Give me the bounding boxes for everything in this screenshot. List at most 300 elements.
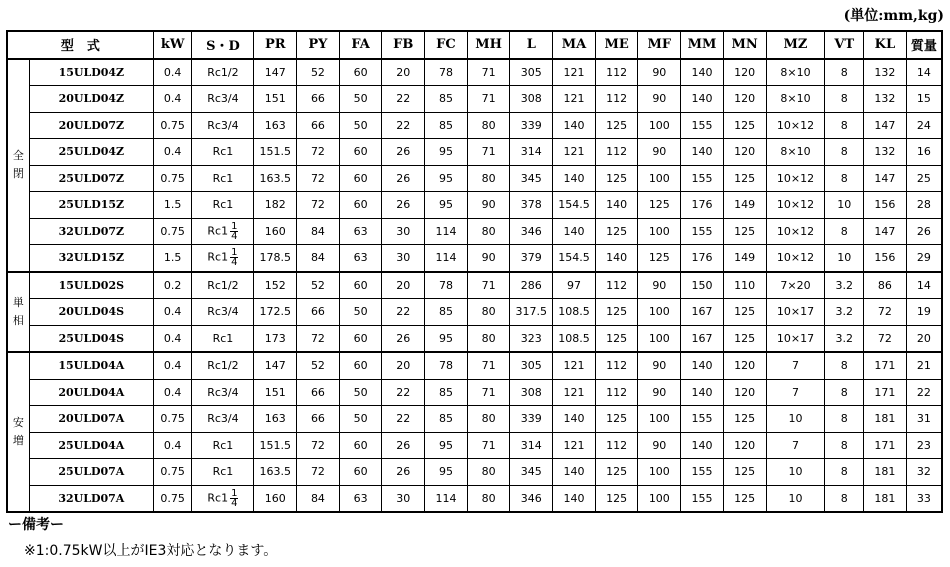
fraction-numerator: 1	[231, 247, 238, 259]
value-cell: 80	[467, 112, 510, 139]
value-cell: 80	[467, 485, 510, 512]
table-row	[7, 459, 942, 486]
column-header: MH	[467, 31, 510, 59]
sd-cell	[192, 245, 254, 272]
value-cell: 84	[297, 218, 340, 245]
kw-cell: 0.4	[153, 59, 192, 86]
value-cell: 132	[864, 59, 907, 86]
value-cell: 151.5	[254, 139, 297, 166]
value-cell: 125	[595, 459, 638, 486]
value-cell: 125	[638, 245, 681, 272]
column-header: kW	[153, 31, 192, 59]
value-cell: 114	[425, 245, 468, 272]
value-cell: 72	[297, 139, 340, 166]
value-cell: 176	[681, 245, 724, 272]
sd-cell: Rc1/2	[192, 59, 254, 86]
value-cell: 155	[681, 459, 724, 486]
value-cell: 8	[825, 59, 864, 86]
value-cell: 23	[906, 432, 942, 459]
value-cell: 121	[553, 86, 596, 113]
value-cell: 156	[864, 192, 907, 219]
value-cell: 108.5	[553, 299, 596, 326]
value-cell: 60	[339, 272, 382, 299]
value-cell: 30	[382, 245, 425, 272]
model-cell: 25ULD07Z	[29, 165, 153, 192]
sd-cell: Rc1	[192, 432, 254, 459]
value-cell: 85	[425, 86, 468, 113]
value-cell: 66	[297, 379, 340, 406]
table-row	[7, 59, 942, 86]
value-cell: 90	[638, 59, 681, 86]
value-cell: 80	[467, 218, 510, 245]
value-cell: 60	[339, 165, 382, 192]
value-cell: 156	[864, 245, 907, 272]
value-cell: 112	[595, 272, 638, 299]
value-cell: 90	[638, 272, 681, 299]
column-header: MM	[681, 31, 724, 59]
value-cell: 72	[297, 432, 340, 459]
value-cell: 8	[825, 432, 864, 459]
value-cell: 100	[638, 165, 681, 192]
group-label	[7, 59, 29, 272]
value-cell: 95	[425, 432, 468, 459]
value-cell: 140	[681, 379, 724, 406]
value-cell: 121	[553, 432, 596, 459]
value-cell: 125	[595, 165, 638, 192]
value-cell: 155	[681, 165, 724, 192]
fraction	[230, 222, 238, 241]
value-cell: 66	[297, 299, 340, 326]
table-row	[7, 165, 942, 192]
sd-cell: Rc1	[192, 459, 254, 486]
value-cell: 346	[510, 218, 553, 245]
column-header: FC	[425, 31, 468, 59]
table-row	[7, 86, 942, 113]
kw-cell: 0.75	[153, 218, 192, 245]
group-label-char: 増	[12, 434, 24, 447]
value-cell: 100	[638, 406, 681, 433]
value-cell: 22	[906, 379, 942, 406]
value-cell: 125	[595, 218, 638, 245]
model-cell: 20ULD04S	[29, 299, 153, 326]
sd-text: Rc1	[207, 224, 229, 238]
value-cell: 10×17	[766, 325, 825, 352]
value-cell: 26	[382, 165, 425, 192]
value-cell: 149	[723, 192, 766, 219]
value-cell: 182	[254, 192, 297, 219]
value-cell: 10×12	[766, 192, 825, 219]
value-cell: 50	[339, 406, 382, 433]
value-cell: 71	[467, 379, 510, 406]
value-cell: 10×12	[766, 218, 825, 245]
value-cell: 339	[510, 112, 553, 139]
model-cell: 32ULD15Z	[29, 245, 153, 272]
value-cell: 8×10	[766, 86, 825, 113]
value-cell: 108.5	[553, 325, 596, 352]
value-cell: 378	[510, 192, 553, 219]
value-cell: 10	[766, 406, 825, 433]
group-label-char: 閉	[12, 167, 24, 180]
value-cell: 167	[681, 325, 724, 352]
table-row	[7, 272, 942, 299]
value-cell: 100	[638, 218, 681, 245]
sd-text: Rc1	[207, 250, 229, 264]
value-cell: 147	[254, 352, 297, 379]
value-cell: 7×20	[766, 272, 825, 299]
value-cell: 72	[297, 165, 340, 192]
value-cell: 305	[510, 59, 553, 86]
value-cell: 60	[339, 352, 382, 379]
value-cell: 72	[297, 192, 340, 219]
spec-table	[6, 30, 943, 513]
value-cell: 317.5	[510, 299, 553, 326]
value-cell: 121	[553, 139, 596, 166]
kw-cell: 0.4	[153, 352, 192, 379]
value-cell: 379	[510, 245, 553, 272]
value-cell: 20	[382, 352, 425, 379]
value-cell: 171	[864, 432, 907, 459]
value-cell: 80	[467, 459, 510, 486]
value-cell: 147	[864, 218, 907, 245]
value-cell: 20	[382, 59, 425, 86]
kw-cell: 0.4	[153, 379, 192, 406]
value-cell: 163	[254, 406, 297, 433]
value-cell: 71	[467, 59, 510, 86]
value-cell: 125	[723, 218, 766, 245]
value-cell: 140	[681, 352, 724, 379]
value-cell: 10×17	[766, 299, 825, 326]
value-cell: 26	[382, 192, 425, 219]
column-header: MZ	[766, 31, 825, 59]
value-cell: 60	[339, 59, 382, 86]
value-cell: 63	[339, 245, 382, 272]
sd-cell: Rc1/2	[192, 272, 254, 299]
value-cell: 15	[906, 86, 942, 113]
value-cell: 100	[638, 485, 681, 512]
table-row	[7, 432, 942, 459]
value-cell: 78	[425, 59, 468, 86]
fraction-numerator: 1	[231, 220, 238, 232]
value-cell: 305	[510, 352, 553, 379]
value-cell: 8	[825, 218, 864, 245]
fraction	[230, 248, 238, 267]
value-cell: 163	[254, 112, 297, 139]
value-cell: 14	[906, 272, 942, 299]
value-cell: 173	[254, 325, 297, 352]
value-cell: 155	[681, 406, 724, 433]
sd-cell: Rc1	[192, 192, 254, 219]
value-cell: 140	[681, 86, 724, 113]
value-cell: 178.5	[254, 245, 297, 272]
value-cell: 33	[906, 485, 942, 512]
table-body	[7, 59, 942, 513]
value-cell: 97	[553, 272, 596, 299]
value-cell: 20	[382, 272, 425, 299]
group-label-char: 相	[12, 313, 24, 327]
sd-cell: Rc3/4	[192, 379, 254, 406]
value-cell: 140	[595, 245, 638, 272]
value-cell: 100	[638, 112, 681, 139]
sd-cell: Rc1	[192, 139, 254, 166]
sd-cell: Rc1	[192, 325, 254, 352]
model-cell: 20ULD04A	[29, 379, 153, 406]
value-cell: 8	[825, 86, 864, 113]
value-cell: 80	[467, 406, 510, 433]
value-cell: 26	[382, 325, 425, 352]
value-cell: 80	[467, 299, 510, 326]
value-cell: 10	[825, 245, 864, 272]
value-cell: 90	[467, 192, 510, 219]
value-cell: 10×12	[766, 112, 825, 139]
value-cell: 140	[553, 218, 596, 245]
value-cell: 28	[906, 192, 942, 219]
value-cell: 125	[723, 325, 766, 352]
value-cell: 72	[297, 459, 340, 486]
value-cell: 30	[382, 218, 425, 245]
value-cell: 100	[638, 325, 681, 352]
value-cell: 314	[510, 139, 553, 166]
value-cell: 112	[595, 432, 638, 459]
value-cell: 8	[825, 485, 864, 512]
value-cell: 16	[906, 139, 942, 166]
value-cell: 8	[825, 459, 864, 486]
value-cell: 125	[595, 325, 638, 352]
value-cell: 22	[382, 379, 425, 406]
value-cell: 314	[510, 432, 553, 459]
value-cell: 120	[723, 379, 766, 406]
value-cell: 100	[638, 299, 681, 326]
value-cell: 125	[723, 299, 766, 326]
value-cell: 172.5	[254, 299, 297, 326]
value-cell: 132	[864, 139, 907, 166]
sd-cell: Rc3/4	[192, 112, 254, 139]
value-cell: 86	[864, 272, 907, 299]
value-cell: 7	[766, 379, 825, 406]
table-row	[7, 245, 942, 272]
kw-cell: 1.5	[153, 192, 192, 219]
value-cell: 24	[906, 112, 942, 139]
value-cell: 121	[553, 352, 596, 379]
kw-cell: 0.4	[153, 432, 192, 459]
value-cell: 3.2	[825, 299, 864, 326]
model-cell: 15ULD04A	[29, 352, 153, 379]
column-header: KL	[864, 31, 907, 59]
value-cell: 125	[595, 406, 638, 433]
value-cell: 154.5	[553, 245, 596, 272]
column-header: PY	[297, 31, 340, 59]
value-cell: 78	[425, 272, 468, 299]
table-row	[7, 299, 942, 326]
value-cell: 90	[638, 139, 681, 166]
value-cell: 90	[638, 86, 681, 113]
value-cell: 112	[595, 59, 638, 86]
value-cell: 149	[723, 245, 766, 272]
value-cell: 63	[339, 485, 382, 512]
value-cell: 125	[723, 112, 766, 139]
value-cell: 8	[825, 139, 864, 166]
table-row	[7, 139, 942, 166]
sd-cell: Rc3/4	[192, 299, 254, 326]
value-cell: 10	[766, 485, 825, 512]
value-cell: 121	[553, 379, 596, 406]
value-cell: 132	[864, 86, 907, 113]
sd-cell: Rc1/2	[192, 352, 254, 379]
value-cell: 95	[425, 192, 468, 219]
value-cell: 163.5	[254, 165, 297, 192]
value-cell: 71	[467, 272, 510, 299]
value-cell: 155	[681, 485, 724, 512]
value-cell: 125	[595, 485, 638, 512]
value-cell: 95	[425, 139, 468, 166]
value-cell: 26	[382, 432, 425, 459]
kw-cell: 0.2	[153, 272, 192, 299]
value-cell: 171	[864, 379, 907, 406]
sd-cell: Rc3/4	[192, 406, 254, 433]
value-cell: 60	[339, 432, 382, 459]
value-cell: 10×12	[766, 165, 825, 192]
value-cell: 100	[638, 459, 681, 486]
group-label	[7, 352, 29, 512]
value-cell: 171	[864, 352, 907, 379]
value-cell: 125	[723, 485, 766, 512]
value-cell: 22	[382, 112, 425, 139]
value-cell: 14	[906, 59, 942, 86]
model-cell: 15ULD04Z	[29, 59, 153, 86]
value-cell: 8×10	[766, 59, 825, 86]
value-cell: 140	[553, 165, 596, 192]
value-cell: 120	[723, 139, 766, 166]
value-cell: 26	[382, 459, 425, 486]
model-cell: 20ULD07Z	[29, 112, 153, 139]
value-cell: 8	[825, 406, 864, 433]
value-cell: 160	[254, 485, 297, 512]
value-cell: 151.5	[254, 432, 297, 459]
value-cell: 112	[595, 86, 638, 113]
value-cell: 120	[723, 86, 766, 113]
value-cell: 125	[723, 406, 766, 433]
value-cell: 8×10	[766, 139, 825, 166]
value-cell: 140	[553, 459, 596, 486]
value-cell: 140	[681, 59, 724, 86]
column-header: PR	[254, 31, 297, 59]
value-cell: 147	[864, 112, 907, 139]
value-cell: 147	[254, 59, 297, 86]
model-cell: 15ULD02S	[29, 272, 153, 299]
value-cell: 52	[297, 272, 340, 299]
value-cell: 112	[595, 379, 638, 406]
value-cell: 31	[906, 406, 942, 433]
value-cell: 21	[906, 352, 942, 379]
value-cell: 339	[510, 406, 553, 433]
column-header: ME	[595, 31, 638, 59]
value-cell: 26	[382, 139, 425, 166]
value-cell: 150	[681, 272, 724, 299]
value-cell: 90	[467, 245, 510, 272]
value-cell: 120	[723, 432, 766, 459]
value-cell: 147	[864, 165, 907, 192]
value-cell: 85	[425, 299, 468, 326]
value-cell: 71	[467, 86, 510, 113]
table-header	[7, 31, 942, 59]
model-cell: 32ULD07Z	[29, 218, 153, 245]
column-header: 質量	[906, 31, 942, 59]
value-cell: 121	[553, 59, 596, 86]
column-header: L	[510, 31, 553, 59]
value-cell: 125	[595, 112, 638, 139]
value-cell: 66	[297, 112, 340, 139]
group-label-char: 安	[12, 416, 24, 430]
value-cell: 80	[467, 325, 510, 352]
value-cell: 125	[723, 459, 766, 486]
column-header: VT	[825, 31, 864, 59]
value-cell: 345	[510, 459, 553, 486]
value-cell: 32	[906, 459, 942, 486]
value-cell: 66	[297, 86, 340, 113]
fraction-numerator: 1	[231, 487, 238, 499]
kw-cell: 1.5	[153, 245, 192, 272]
model-cell: 25ULD04S	[29, 325, 153, 352]
table-row	[7, 406, 942, 433]
value-cell: 10	[825, 192, 864, 219]
value-cell: 345	[510, 165, 553, 192]
model-cell: 25ULD07A	[29, 459, 153, 486]
value-cell: 8	[825, 165, 864, 192]
group-label-char: 単	[12, 296, 24, 310]
value-cell: 151	[254, 379, 297, 406]
model-cell: 20ULD07A	[29, 406, 153, 433]
value-cell: 323	[510, 325, 553, 352]
value-cell: 72	[864, 299, 907, 326]
value-cell: 140	[595, 192, 638, 219]
model-cell: 25ULD15Z	[29, 192, 153, 219]
kw-cell: 0.75	[153, 112, 192, 139]
value-cell: 50	[339, 299, 382, 326]
value-cell: 152	[254, 272, 297, 299]
value-cell: 114	[425, 218, 468, 245]
sd-cell	[192, 485, 254, 512]
value-cell: 52	[297, 352, 340, 379]
column-header: MN	[723, 31, 766, 59]
value-cell: 80	[467, 165, 510, 192]
value-cell: 125	[595, 299, 638, 326]
value-cell: 90	[638, 379, 681, 406]
value-cell: 10	[766, 459, 825, 486]
notes-title: ー備考ー	[8, 517, 64, 533]
value-cell: 167	[681, 299, 724, 326]
table-row	[7, 112, 942, 139]
value-cell: 163.5	[254, 459, 297, 486]
value-cell: 8	[825, 352, 864, 379]
table-row	[7, 352, 942, 379]
value-cell: 95	[425, 459, 468, 486]
table-row	[7, 485, 942, 512]
value-cell: 7	[766, 432, 825, 459]
value-cell: 95	[425, 165, 468, 192]
kw-cell: 0.75	[153, 406, 192, 433]
value-cell: 20	[906, 325, 942, 352]
value-cell: 60	[339, 139, 382, 166]
column-header: FB	[382, 31, 425, 59]
value-cell: 71	[467, 139, 510, 166]
value-cell: 90	[638, 432, 681, 459]
value-cell: 140	[553, 485, 596, 512]
column-header: 型 式	[7, 31, 153, 59]
kw-cell: 0.4	[153, 299, 192, 326]
value-cell: 71	[467, 432, 510, 459]
kw-cell: 0.75	[153, 165, 192, 192]
value-cell: 181	[864, 406, 907, 433]
value-cell: 84	[297, 485, 340, 512]
